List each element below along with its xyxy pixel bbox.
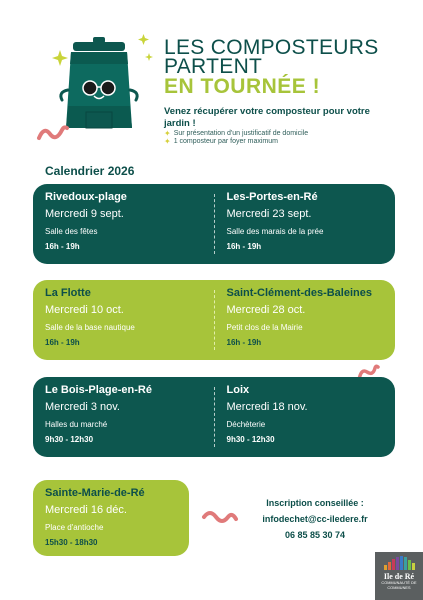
ile-de-re-logo bbox=[375, 552, 423, 600]
sparkle-icon: ✦ bbox=[164, 129, 171, 138]
title-accent: EN TOURNÉE ! bbox=[164, 75, 321, 98]
event-place: Salle des marais de la prée bbox=[226, 227, 324, 236]
event-place: Déchèterie bbox=[226, 420, 266, 429]
event-place: Halles du marché bbox=[45, 420, 108, 429]
event-date: Mercredi 16 déc. bbox=[45, 504, 127, 516]
contact-email[interactable]: infodechet@cc-iledere.fr bbox=[262, 514, 368, 524]
event-column bbox=[33, 480, 189, 556]
worm-illustration bbox=[36, 122, 70, 144]
note-text: Sur présentation d'un justificatif de domicile bbox=[173, 130, 309, 137]
event-column bbox=[215, 377, 396, 457]
event-town: Les-Portes-en-Ré bbox=[226, 191, 318, 203]
event-card bbox=[33, 184, 395, 264]
calendar-title: Calendrier 2026 bbox=[45, 164, 135, 178]
logo-tagline: COMMUNAUTÉ DE COMMUNES bbox=[381, 581, 417, 590]
event-place: Salle de la base nautique bbox=[45, 323, 135, 332]
event-place: Salle des fêtes bbox=[45, 227, 98, 236]
event-hours: 16h - 19h bbox=[226, 338, 262, 347]
logo-name: Ile de Ré bbox=[383, 572, 415, 581]
subtitle: Venez récupérer votre composteur pour votre jardin ! bbox=[164, 106, 370, 129]
contact-phone[interactable]: 06 85 85 30 74 bbox=[284, 530, 346, 540]
title-line-2: PARTENT bbox=[164, 55, 263, 78]
event-date: Mercredi 10 oct. bbox=[45, 304, 124, 316]
event-place: Petit clos de la Mairie bbox=[226, 323, 303, 332]
event-town: Le Bois-Plage-en-Ré bbox=[45, 384, 152, 396]
event-date: Mercredi 18 nov. bbox=[226, 401, 308, 413]
notes-list bbox=[164, 130, 404, 146]
title-line-1: LES COMPOSTEURS bbox=[164, 36, 379, 59]
event-town: Sainte-Marie-de-Ré bbox=[45, 487, 145, 499]
event-date: Mercredi 28 oct. bbox=[226, 304, 306, 316]
event-hours: 16h - 19h bbox=[226, 242, 262, 251]
event-card bbox=[33, 480, 189, 556]
note-item bbox=[164, 130, 404, 138]
contact-block bbox=[240, 497, 390, 542]
event-town: Saint-Clément-des-Baleines bbox=[226, 287, 372, 299]
title-block bbox=[164, 38, 414, 98]
sparkle-icon: ✦ bbox=[164, 137, 171, 146]
event-date: Mercredi 23 sept. bbox=[226, 208, 312, 220]
event-hours: 9h30 - 12h30 bbox=[226, 435, 275, 444]
event-hours: 15h30 - 18h30 bbox=[45, 538, 98, 547]
worm-illustration bbox=[200, 507, 240, 529]
note-item bbox=[164, 138, 404, 146]
event-date: Mercredi 9 sept. bbox=[45, 208, 124, 220]
event-town: La Flotte bbox=[45, 287, 91, 299]
event-hours: 16h - 19h bbox=[45, 242, 80, 251]
event-column bbox=[215, 184, 396, 264]
event-card bbox=[33, 377, 395, 457]
contact-label: Inscription conseillée : bbox=[266, 498, 364, 508]
event-column bbox=[33, 280, 214, 360]
event-card bbox=[33, 280, 395, 360]
event-town: Rivedoux-plage bbox=[45, 191, 127, 203]
event-column bbox=[33, 377, 214, 457]
event-place: Place d'antioche bbox=[45, 523, 104, 532]
logo-mark bbox=[378, 555, 420, 570]
hero-section bbox=[0, 0, 423, 160]
event-town: Loix bbox=[226, 384, 250, 396]
event-hours: 16h - 19h bbox=[45, 338, 80, 347]
note-text: 1 composteur par foyer maximum bbox=[173, 138, 278, 145]
event-column bbox=[215, 280, 396, 360]
event-column bbox=[33, 184, 214, 264]
event-hours: 9h30 - 12h30 bbox=[45, 435, 94, 444]
event-date: Mercredi 3 nov. bbox=[45, 401, 120, 413]
